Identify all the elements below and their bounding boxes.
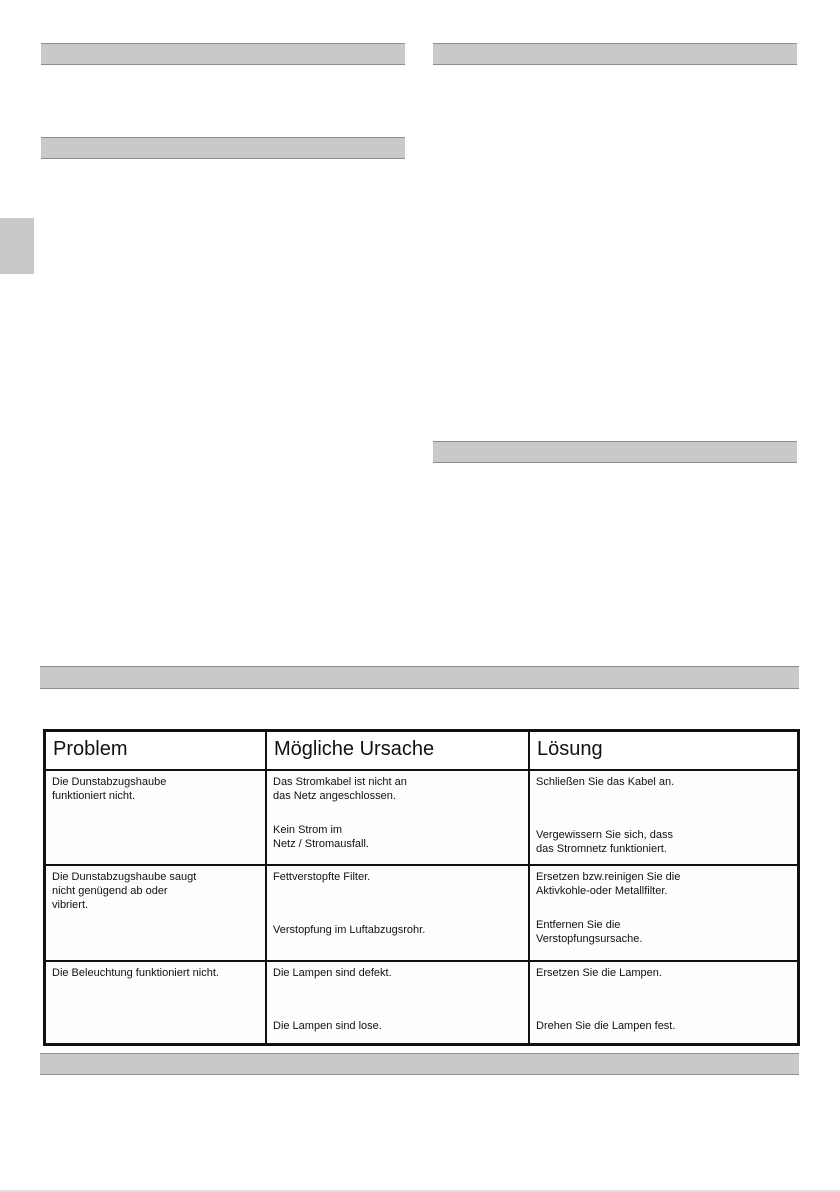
table-cell-cause [267, 962, 530, 1043]
cell-text: funktioniert nicht. [52, 790, 136, 802]
table-cell-problem [46, 771, 267, 866]
cell-text: Die Beleuchtung funktioniert nicht. [52, 967, 219, 979]
section-header-bar [433, 441, 797, 463]
table-header-solution: Lösung [530, 732, 797, 771]
cell-text: Fettverstopfte Filter. [273, 871, 371, 883]
section-header-bar-wide [40, 1053, 799, 1075]
cell-text: Schließen Sie das Kabel an. [536, 776, 675, 788]
table-cell-solution [530, 771, 797, 866]
cell-text: Die Dunstabzugshaube [52, 776, 167, 788]
cell-text: Die Dunstabzugshaube saugt [52, 871, 197, 883]
cell-text: Ersetzen bzw.reinigen Sie die [536, 871, 681, 883]
cell-text: nicht genügend ab oder [52, 885, 168, 897]
cell-text: Drehen Sie die Lampen fest. [536, 1020, 676, 1032]
cell-text: das Netz angeschlossen. [273, 790, 396, 802]
cell-text: Das Stromkabel ist nicht an [273, 776, 407, 788]
cell-text: Vergewissern Sie sich, dass [536, 829, 673, 841]
table-cell-solution [530, 866, 797, 962]
table-cell-cause [267, 866, 530, 962]
cell-text: Aktivkohle-oder Metallfilter. [536, 885, 668, 897]
cell-text: Entfernen Sie die [536, 919, 621, 931]
section-header-bar [41, 137, 405, 159]
table-header-cause: Mögliche Ursache [267, 732, 530, 771]
cell-text: Netz / Stromausfall. [273, 838, 369, 850]
table-cell-cause [267, 771, 530, 866]
troubleshooting-table [43, 729, 800, 1046]
table-cell-problem [46, 866, 267, 962]
table-cell-solution [530, 962, 797, 1043]
cell-text: Ersetzen Sie die Lampen. [536, 967, 662, 979]
cell-text: vibriert. [52, 899, 89, 911]
cell-text: Kein Strom im [273, 824, 343, 836]
cell-text: Die Lampen sind defekt. [273, 967, 392, 979]
section-header-bar-wide [40, 666, 799, 689]
table-header-problem: Problem [46, 732, 267, 771]
cell-text: Verstopfungsursache. [536, 933, 643, 945]
section-header-bar [433, 43, 797, 65]
cell-text: Verstopfung im Luftabzugsrohr. [273, 924, 426, 936]
table-cell-problem [46, 962, 267, 1043]
language-side-tab [0, 218, 34, 274]
section-header-bar [41, 43, 405, 65]
cell-text: Die Lampen sind lose. [273, 1020, 382, 1032]
cell-text: das Stromnetz funktioniert. [536, 843, 667, 855]
